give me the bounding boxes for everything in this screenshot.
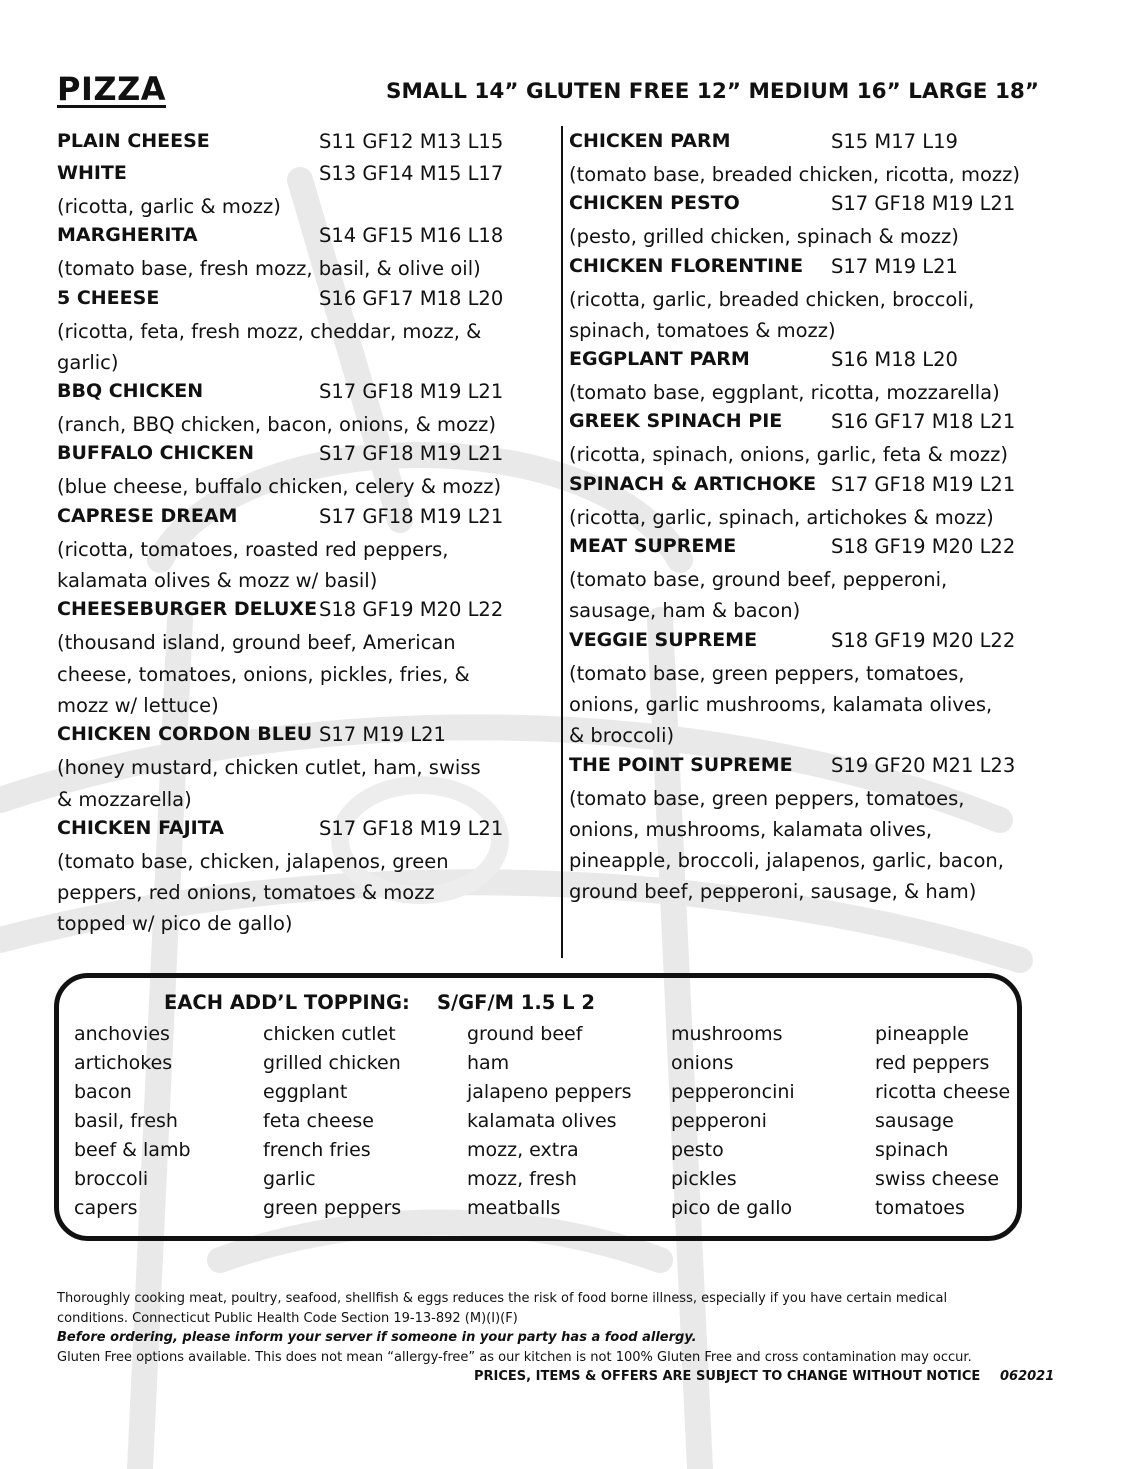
- topping-item: pepperoncini: [671, 1081, 795, 1103]
- menu-item: [57, 440, 537, 502]
- toppings-column: [671, 1020, 795, 1223]
- toppings-column: [263, 1020, 401, 1223]
- topping-item: eggplant: [263, 1081, 348, 1103]
- item-price: S17 GF18 M19 L21: [831, 192, 1016, 216]
- item-price: S11 GF12 M13 L15: [319, 130, 504, 153]
- item-name: BUFFALO CHICKEN: [57, 442, 255, 465]
- item-price: S18 GF19 M20 L22: [319, 598, 504, 622]
- item-description: (ricotta, tomatoes, roasted red peppers, kalamata olives & mozz w/ basil): [57, 537, 449, 593]
- item-name: CHICKEN FLORENTINE: [569, 254, 804, 277]
- item-description: (tomato base, fresh mozz, basil, & olive oil): [57, 257, 481, 281]
- item-price: S16 M18 L20: [831, 348, 958, 372]
- topping-item: feta cheese: [263, 1110, 374, 1132]
- menu-item: [569, 533, 1049, 627]
- menu-item: [569, 627, 1049, 752]
- topping-item: pepperoni: [671, 1110, 767, 1132]
- item-description: (ricotta, spinach, onions, garlic, feta & mozz): [569, 443, 1008, 467]
- item-description: (blue cheese, buffalo chicken, celery & mozz): [57, 475, 502, 499]
- menu-item: [569, 128, 1049, 190]
- item-price: S17 GF18 M19 L21: [319, 504, 504, 528]
- item-name: SPINACH & ARTICHOKE: [569, 472, 817, 495]
- item-name: CHICKEN PARM: [569, 130, 731, 152]
- item-price: S17 GF18 M19 L21: [831, 472, 1016, 496]
- column-divider: [561, 126, 563, 958]
- toppings-box: [54, 973, 1022, 1241]
- item-description: (tomato base, ground beef, pepperoni, sausage, ham & bacon): [569, 568, 948, 623]
- topping-item: tomatoes: [875, 1197, 965, 1219]
- topping-item: ground beef: [467, 1023, 583, 1045]
- item-name: CHICKEN FAJITA: [57, 816, 224, 839]
- topping-item: basil, fresh: [74, 1110, 178, 1132]
- menu-item: [57, 222, 537, 284]
- item-name: MARGHERITA: [57, 224, 198, 247]
- item-description: (tomato base, eggplant, ricotta, mozzarella): [569, 381, 1000, 405]
- item-price: S19 GF20 M21 L23: [831, 753, 1016, 777]
- topping-item: kalamata olives: [467, 1110, 617, 1132]
- item-description: (ranch, BBQ chicken, bacon, onions, & mozz): [57, 413, 496, 437]
- topping-item: beef & lamb: [74, 1139, 191, 1161]
- item-name: CHICKEN CORDON BLEU: [57, 723, 313, 746]
- topping-item: sausage: [875, 1110, 954, 1132]
- item-description: (ricotta, garlic, breaded chicken, broccoli, spinach, tomatoes & mozz): [569, 287, 975, 342]
- gluten-free-notice: Gluten Free options available. This does not mean “allergy-free” as our kitchen is not 100% Gluten Free and cross contamination may occur.: [57, 1349, 972, 1365]
- toppings-column: [875, 1020, 1010, 1223]
- menu-item: [569, 752, 1049, 908]
- item-price: S17 GF18 M19 L21: [319, 816, 504, 840]
- item-price: S16 GF17 M18 L21: [831, 410, 1016, 434]
- food-safety-warning: Thoroughly cooking meat, poultry, seafood, shellfish & eggs reduces the risk of food borne illness, especially if you have certain medical: [57, 1291, 948, 1306]
- item-price: S15 M17 L19: [831, 130, 958, 153]
- item-name: EGGPLANT PARM: [569, 348, 750, 371]
- topping-item: mozz, fresh: [467, 1168, 577, 1190]
- menu-code: 062021: [1000, 1369, 1055, 1384]
- topping-item: anchovies: [74, 1023, 170, 1045]
- item-description: (ricotta, feta, fresh mozz, cheddar, mozz, & garlic): [57, 319, 482, 374]
- item-price: S14 GF15 M16 L18: [319, 224, 504, 248]
- item-price: S17 M19 L21: [319, 723, 446, 747]
- menu-item: [569, 346, 1049, 408]
- topping-item: ham: [467, 1052, 510, 1074]
- item-description: (tomato base, breaded chicken, ricotta, mozz): [569, 163, 1020, 186]
- item-description: (ricotta, garlic & mozz): [57, 195, 281, 218]
- item-description: (tomato base, chicken, jalapenos, green peppers, red onions, tomatoes & mozz topped w/ pico de gallo): [57, 849, 449, 936]
- item-description: (tomato base, green peppers, tomatoes, onions, garlic mushrooms, kalamata olives, & broccoli): [569, 661, 993, 748]
- item-description: (tomato base, green peppers, tomatoes, onions, mushrooms, kalamata olives, pineapple, broccoli, jalapenos, garlic, bacon, ground beef, pepperoni, sausage, & ham): [569, 786, 1004, 904]
- topping-item: broccoli: [74, 1168, 149, 1190]
- item-name: CHEESEBURGER DELUXE: [57, 598, 318, 621]
- item-name: VEGGIE SUPREME: [569, 628, 758, 651]
- item-name: 5 CHEESE: [57, 286, 160, 309]
- item-description: (ricotta, garlic, spinach, artichokes & mozz): [569, 505, 994, 529]
- topping-item: artichokes: [74, 1052, 173, 1074]
- item-price: S18 GF19 M20 L22: [831, 628, 1016, 652]
- menu-item: [569, 253, 1049, 347]
- menu-item: [569, 471, 1049, 533]
- item-name: THE POINT SUPREME: [569, 753, 793, 776]
- item-name: WHITE: [57, 162, 127, 184]
- topping-item: jalapeno peppers: [467, 1081, 632, 1103]
- page-title: PIZZA: [57, 70, 167, 108]
- health-code: conditions. Connecticut Public Health Code Section 19-13-892 (M)(I)(F): [57, 1310, 518, 1326]
- menu-item: [57, 721, 537, 815]
- topping-item: garlic: [263, 1168, 316, 1190]
- toppings-heading: EACH ADD’L TOPPING:: [164, 991, 410, 1014]
- item-description: (pesto, grilled chicken, spinach & mozz): [569, 225, 959, 249]
- item-price: S16 GF17 M18 L20: [319, 286, 504, 310]
- menu-item: [57, 503, 537, 597]
- item-name: GREEK SPINACH PIE: [569, 410, 783, 433]
- item-price: S17 GF18 M19 L21: [319, 442, 504, 466]
- item-price: S18 GF19 M20 L22: [831, 535, 1016, 559]
- topping-item: grilled chicken: [263, 1052, 401, 1074]
- menu-item: [57, 128, 537, 160]
- topping-item: red peppers: [875, 1052, 990, 1074]
- menu-item: [569, 190, 1049, 252]
- menu-item: [57, 160, 537, 222]
- right-menu-column: [569, 128, 1049, 908]
- topping-item: pickles: [671, 1168, 737, 1190]
- topping-item: swiss cheese: [875, 1168, 1000, 1190]
- toppings-column: [74, 1020, 191, 1223]
- menu-item: [57, 285, 537, 379]
- topping-item: pesto: [671, 1139, 724, 1161]
- topping-item: pico de gallo: [671, 1197, 793, 1219]
- item-price: S13 GF14 M15 L17: [319, 162, 504, 185]
- item-price: S17 GF18 M19 L21: [319, 380, 504, 404]
- topping-item: french fries: [263, 1139, 371, 1161]
- item-name: CAPRESE DREAM: [57, 504, 238, 527]
- topping-item: green peppers: [263, 1197, 402, 1219]
- topping-item: mozz, extra: [467, 1139, 579, 1161]
- topping-item: spinach: [875, 1139, 949, 1161]
- item-price: S17 M19 L21: [831, 254, 958, 278]
- topping-item: capers: [74, 1197, 138, 1219]
- topping-item: onions: [671, 1052, 734, 1074]
- allergy-notice: Before ordering, please inform your server if someone in your party has a food allergy.: [57, 1330, 697, 1346]
- topping-item: mushrooms: [671, 1023, 783, 1045]
- item-name: CHICKEN PESTO: [569, 192, 740, 215]
- toppings-column: [467, 1020, 632, 1223]
- item-description: (thousand island, ground beef, American cheese, tomatoes, onions, pickles, fries, & mozz w/ lettuce): [57, 631, 470, 717]
- topping-item: chicken cutlet: [263, 1023, 396, 1045]
- topping-item: ricotta cheese: [875, 1081, 1011, 1103]
- topping-item: pineapple: [875, 1023, 969, 1045]
- menu-item: [57, 378, 537, 440]
- toppings-price: S/GF/M 1.5 L 2: [437, 991, 595, 1014]
- topping-item: meatballs: [467, 1197, 561, 1219]
- item-name: BBQ CHICKEN: [57, 380, 204, 403]
- menu-item: [57, 815, 537, 940]
- menu-item: [57, 596, 537, 721]
- menu-item: [569, 408, 1049, 470]
- size-legend: SMALL 14” GLUTEN FREE 12” MEDIUM 16” LARGE 18”: [386, 79, 1040, 104]
- price-change-notice: PRICES, ITEMS & OFFERS ARE SUBJECT TO CHANGE WITHOUT NOTICE: [474, 1369, 981, 1384]
- left-menu-column: [57, 128, 537, 940]
- disclaimer: [57, 1289, 1057, 1367]
- item-name: PLAIN CHEESE: [57, 130, 210, 152]
- topping-item: bacon: [74, 1081, 132, 1103]
- item-name: MEAT SUPREME: [569, 535, 737, 558]
- item-description: (honey mustard, chicken cutlet, ham, swiss & mozzarella): [57, 756, 481, 811]
